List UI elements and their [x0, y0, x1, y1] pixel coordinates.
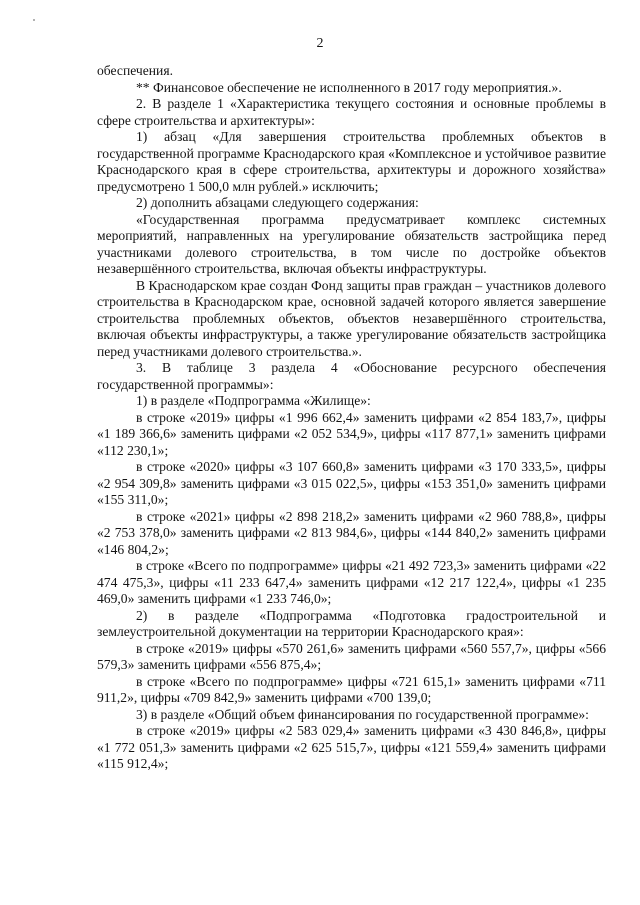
paragraph: 1) абзац «Для завершения строительства проблемных объектов в государственной программе Краснодарского края «Комплексное и устойчивое развитие Краснодарского края в сфере строительства, архитектуры и дорожного хозяйства» предусмотрено 1 500,0 млн рублей.» исключить;	[97, 129, 606, 194]
paragraph: 3) в разделе «Общий объем финансирования по государственной программе»:	[136, 706, 589, 722]
paragraph: «Государственная программа предусматривает комплекс системных мероприятий, направленных на урегулирование обязательств застройщика перед участниками долевого строительства, в том числе по достройке объектов незавершённого строительства, включая объекты инфраструктуры.	[97, 211, 606, 276]
paragraph: в строке «2020» цифры «3 107 660,8» заменить цифрами «3 170 333,5», цифры «2 954 309,8» заменить цифрами «3 015 022,5», цифры «153 351,0» заменить цифрами «155 311,0»;	[97, 459, 606, 507]
paragraph: 2) в разделе «Подпрограмма «Подготовка градостроительной и землеустроительной документации на территории Краснодарского края»:	[97, 607, 606, 639]
page-number: 2	[316, 36, 324, 51]
paragraph: ** Финансовое обеспечение не исполненного в 2017 году мероприятия.».	[136, 79, 562, 95]
document-body	[97, 63, 606, 773]
paragraph: 1) в разделе «Подпрограмма «Жилище»:	[136, 393, 371, 408]
paragraph: 3. В таблице 3 раздела 4 «Обоснование ресурсного обеспечения государственной программы»:	[97, 360, 606, 392]
paragraph: 2. В разделе 1 «Характеристика текущего состояния и основные проблемы в сфере строительства и архитектуры»:	[97, 96, 606, 128]
paragraph: обеспечения.	[97, 63, 173, 78]
paragraph: 2) дополнить абзацами следующего содержания:	[136, 195, 419, 210]
scan-speck	[33, 19, 35, 21]
paragraph: в строке «Всего по подпрограмме» цифры «721 615,1» заменить цифрами «711 911,2», цифры «709 842,9» заменить цифрами «700 139,0;	[97, 673, 606, 705]
paragraph: в строке «2019» цифры «570 261,6» заменить цифрами «560 557,7», цифры «566 579,3» заменить цифрами «556 875,4»;	[97, 640, 606, 672]
paragraph: в строке «2021» цифры «2 898 218,2» заменить цифрами «2 960 788,8», цифры «2 753 378,0» заменить цифрами «2 813 984,6», цифры «144 840,2» заменить цифрами «146 804,2»;	[97, 508, 606, 557]
paragraph: в строке «2019» цифры «1 996 662,4» заменить цифрами «2 854 183,7», цифры «1 189 366,6» заменить цифрами «2 052 534,9», цифры «117 877,1» заменить цифрами «112 230,1»;	[97, 409, 606, 458]
paragraph: В Краснодарском крае создан Фонд защиты прав граждан – участников долевого строительства в Краснодарском крае, основной задачей которого является завершение строительства проблемных объектов, объектов незавершённого строительства, включая объекты инфраструктуры, а также урегулирование обязательств застройщика перед участниками долевого строительства.».	[97, 277, 606, 359]
paragraph: в строке «Всего по подпрограмме» цифры «21 492 723,3» заменить цифрами «22 474 475,3», цифры «11 233 647,4» заменить цифрами «12 217 122,4», цифры «1 235 469,0» заменить цифрами «1 233 746,0»;	[97, 558, 606, 606]
paragraph: в строке «2019» цифры «2 583 029,4» заменить цифрами «3 430 846,8», цифры «1 772 051,3» заменить цифрами «2 625 515,7», цифры «121 559,4» заменить цифрами «115 912,4»;	[97, 723, 606, 771]
